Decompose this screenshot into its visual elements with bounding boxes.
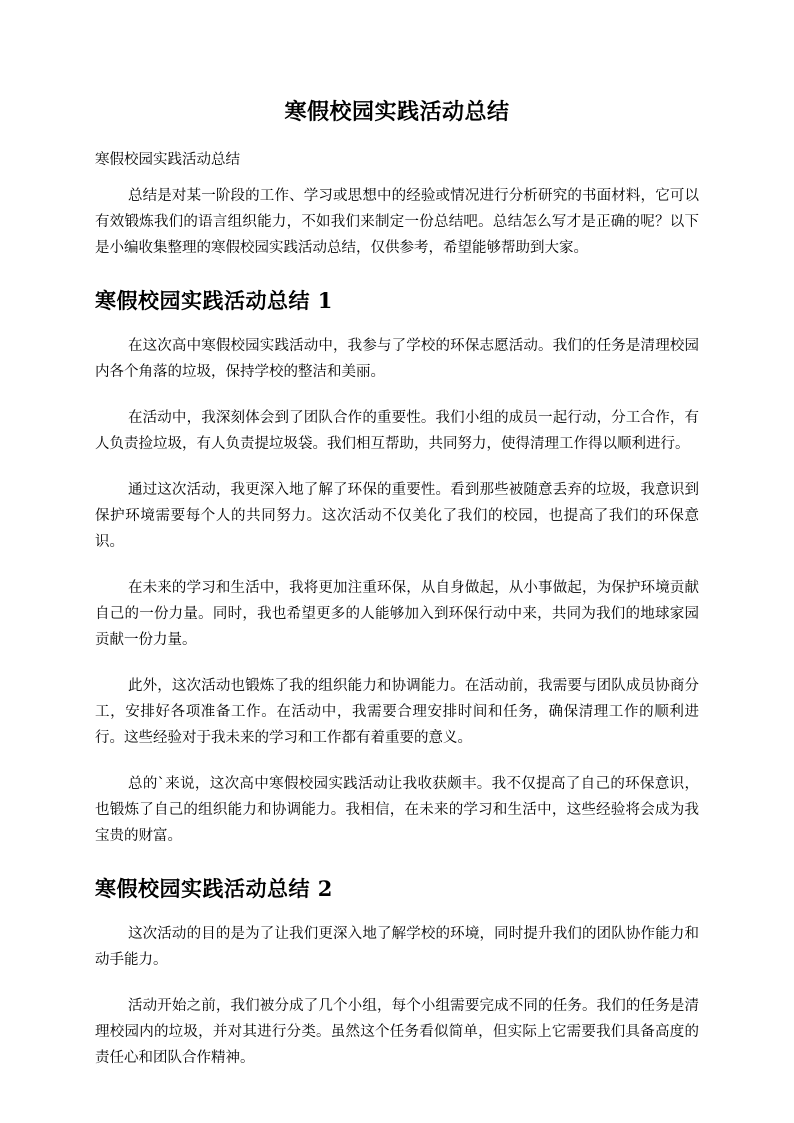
section-paragraph: 活动开始之前，我们被分成了几个小组，每个小组需要完成不同的任务。我们的任务是清理校园内的垃圾，并对其进行分类。虽然这个任务看似简单，但实际上它需要我们具备高度的责任心和团队合作精神。 [95, 998, 699, 1066]
section-heading: 寒假校园实践活动总结 1 [95, 288, 333, 313]
section-heading: 寒假校园实践活动总结 2 [95, 876, 333, 901]
section-paragraph: 在这次高中寒假校园实践活动中，我参与了学校的环保志愿活动。我们的任务是清理校园内各个角落的垃圾，保持学校的整洁和美丽。 [95, 338, 699, 380]
section-2 [95, 871, 699, 1071]
intro-paragraph: 总结是对某一阶段的工作、学习或思想中的经验或情况进行分析研究的书面材料，它可以有效锻炼我们的语言组织能力，不如我们来制定一份总结吧。总结怎么写才是正确的呢？以下是小编收集整理的寒假校园实践活动总结，仅供参考，希望能够帮助到大家。 [95, 188, 699, 256]
section-paragraph: 通过这次活动，我更深入地了解了环保的重要性。看到那些被随意丢弃的垃圾，我意识到保护环境需要每个人的共同努力。这次活动不仅美化了我们的校园，也提高了我们的环保意识。 [95, 482, 699, 550]
section-1 [95, 283, 699, 849]
section-paragraph: 总的`来说，这次高中寒假校园实践活动让我收获颇丰。我不仅提高了自己的环保意识，也锻炼了自己的组织能力和协调能力。我相信，在未来的学习和生活中，这些经验将会成为我宝贵的财富。 [95, 776, 699, 844]
section-paragraph: 在未来的学习和生活中，我将更加注重环保，从自身做起，从小事做起，为保护环境贡献自己的一份力量。同时，我也希望更多的人能够加入到环保行动中来，共同为我们的地球家园贡献一份力量。 [95, 580, 699, 648]
document-page [95, 95, 699, 1071]
section-paragraph: 在活动中，我深刻体会到了团队合作的重要性。我们小组的成员一起行动，分工合作，有人负责捡垃圾，有人负责提垃圾袋。我们相互帮助，共同努力，使得清理工作得以顺利进行。 [95, 410, 699, 452]
document-subtitle: 寒假校园实践活动总结 [95, 152, 240, 168]
document-title: 寒假校园实践活动总结 [284, 99, 510, 125]
section-paragraph: 此外，这次活动也锻炼了我的组织能力和协调能力。在活动前，我需要与团队成员协商分工，安排好各项准备工作。在活动中，我需要合理安排时间和任务，确保清理工作的顺利进行。这些经验对于我未来的学习和工作都有着重要的意义。 [95, 678, 699, 746]
section-paragraph: 这次活动的目的是为了让我们更深入地了解学校的环境，同时提升我们的团队协作能力和动手能力。 [95, 926, 699, 968]
